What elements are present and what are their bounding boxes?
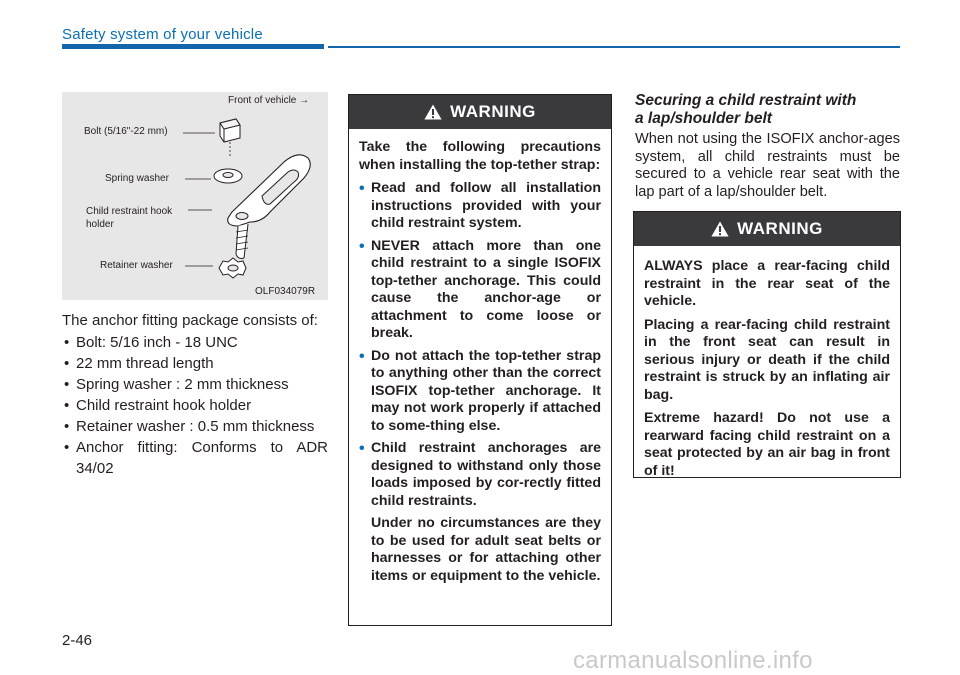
warning-title: WARNING [450,102,536,121]
warning-body [634,246,900,494]
list-item: • Retainer washer : 0.5 mm thickness [62,416,328,437]
anchor-package-intro: The anchor fitting package consists of: [62,312,318,329]
warning-header [349,95,611,129]
retainer-washer-icon [219,258,246,278]
section-title: Safety system of your vehicle [62,26,263,43]
bolt-icon [220,119,240,158]
figure-bolt-label: Bolt (5/16"-22 mm) [84,126,168,137]
warning-paragraph: ALWAYS place a rear-facing child restraint in the rear seat of the vehicle. [644,258,890,309]
list-item: • Anchor fitting: Conforms to ADR 34/02 [62,437,328,479]
warning-bullet: • NEVER attach more than one child restraint to a single ISOFIX top-tether anchorage. This could cause the anchor-age or attachment to come loose or break. [359,238,601,343]
anchor-package-list [62,310,328,479]
warning-intro: Take the following precautions when installing the top-tether strap: [359,139,601,173]
figure-hook-holder-line2: holder [86,219,114,230]
warning-bullet: • Do not attach the top-tether strap to anything other than the correct ISOFIX top-tether anchorage. It may not work properly if attached to some-thing else. [359,348,601,436]
warning-header [634,212,900,246]
list-item: • Child restraint hook holder [62,395,328,416]
watermark: carmanualsonline.info [573,647,813,674]
warning-box-rear-facing [633,211,901,478]
warning-body [349,129,611,599]
figure-spring-washer-label: Spring washer [105,173,169,184]
list-item: • Spring washer : 2 mm thickness [62,374,328,395]
lap-belt-heading: Securing a child restraint with a lap/shoulder belt [635,92,857,127]
lap-belt-paragraph: When not using the ISOFIX anchor-ages system, all child restraints must be secured to a vehicle rear seat with the lap part of a lap/shoulder belt. [635,131,900,200]
header-rule-thin [328,46,900,48]
anchor-fitting-illustration [62,92,328,300]
figure-hook-holder-line1: Child restraint hook [86,206,173,217]
spring-washer-icon [214,169,242,183]
warning-paragraph: Extreme hazard! Do not use a rearward facing child restraint on a seat protected by an air bag in front of it! [644,410,890,479]
warning-closing: Under no circumstances are they to be used for adult seat belts or harnesses or for attaching other items or equipment to the vehicle. [371,515,601,584]
list-item: • Bolt: 5/16 inch - 18 UNC [62,332,328,353]
warning-triangle-icon [711,221,729,237]
list-item-sub: • 22 mm thread length [62,353,328,374]
header-rule-thick [62,44,324,49]
page-number: 2-46 [62,632,93,649]
warning-paragraph: Placing a rear-facing child restraint in the front seat can result in serious injury or death if the child restraint is struck by an inflating air bag. [644,316,890,403]
warning-triangle-icon [424,104,442,120]
hook-holder-icon [228,155,311,259]
figure-hook-holder-label [86,205,172,231]
warning-bullet: • Read and follow all installation instructions provided with your child restraint system. [359,180,601,233]
warning-title: WARNING [737,219,823,238]
warning-box-top-tether [348,94,612,626]
figure-code: OLF034079R [255,286,316,297]
figure-front-label: Front of vehicle → [228,95,310,106]
warning-bullet: • Child restraint anchorages are designed to withstand only those loads imposed by cor-rectly fitted child restraints. [359,440,601,510]
figure-retainer-washer-label: Retainer washer [100,260,173,271]
